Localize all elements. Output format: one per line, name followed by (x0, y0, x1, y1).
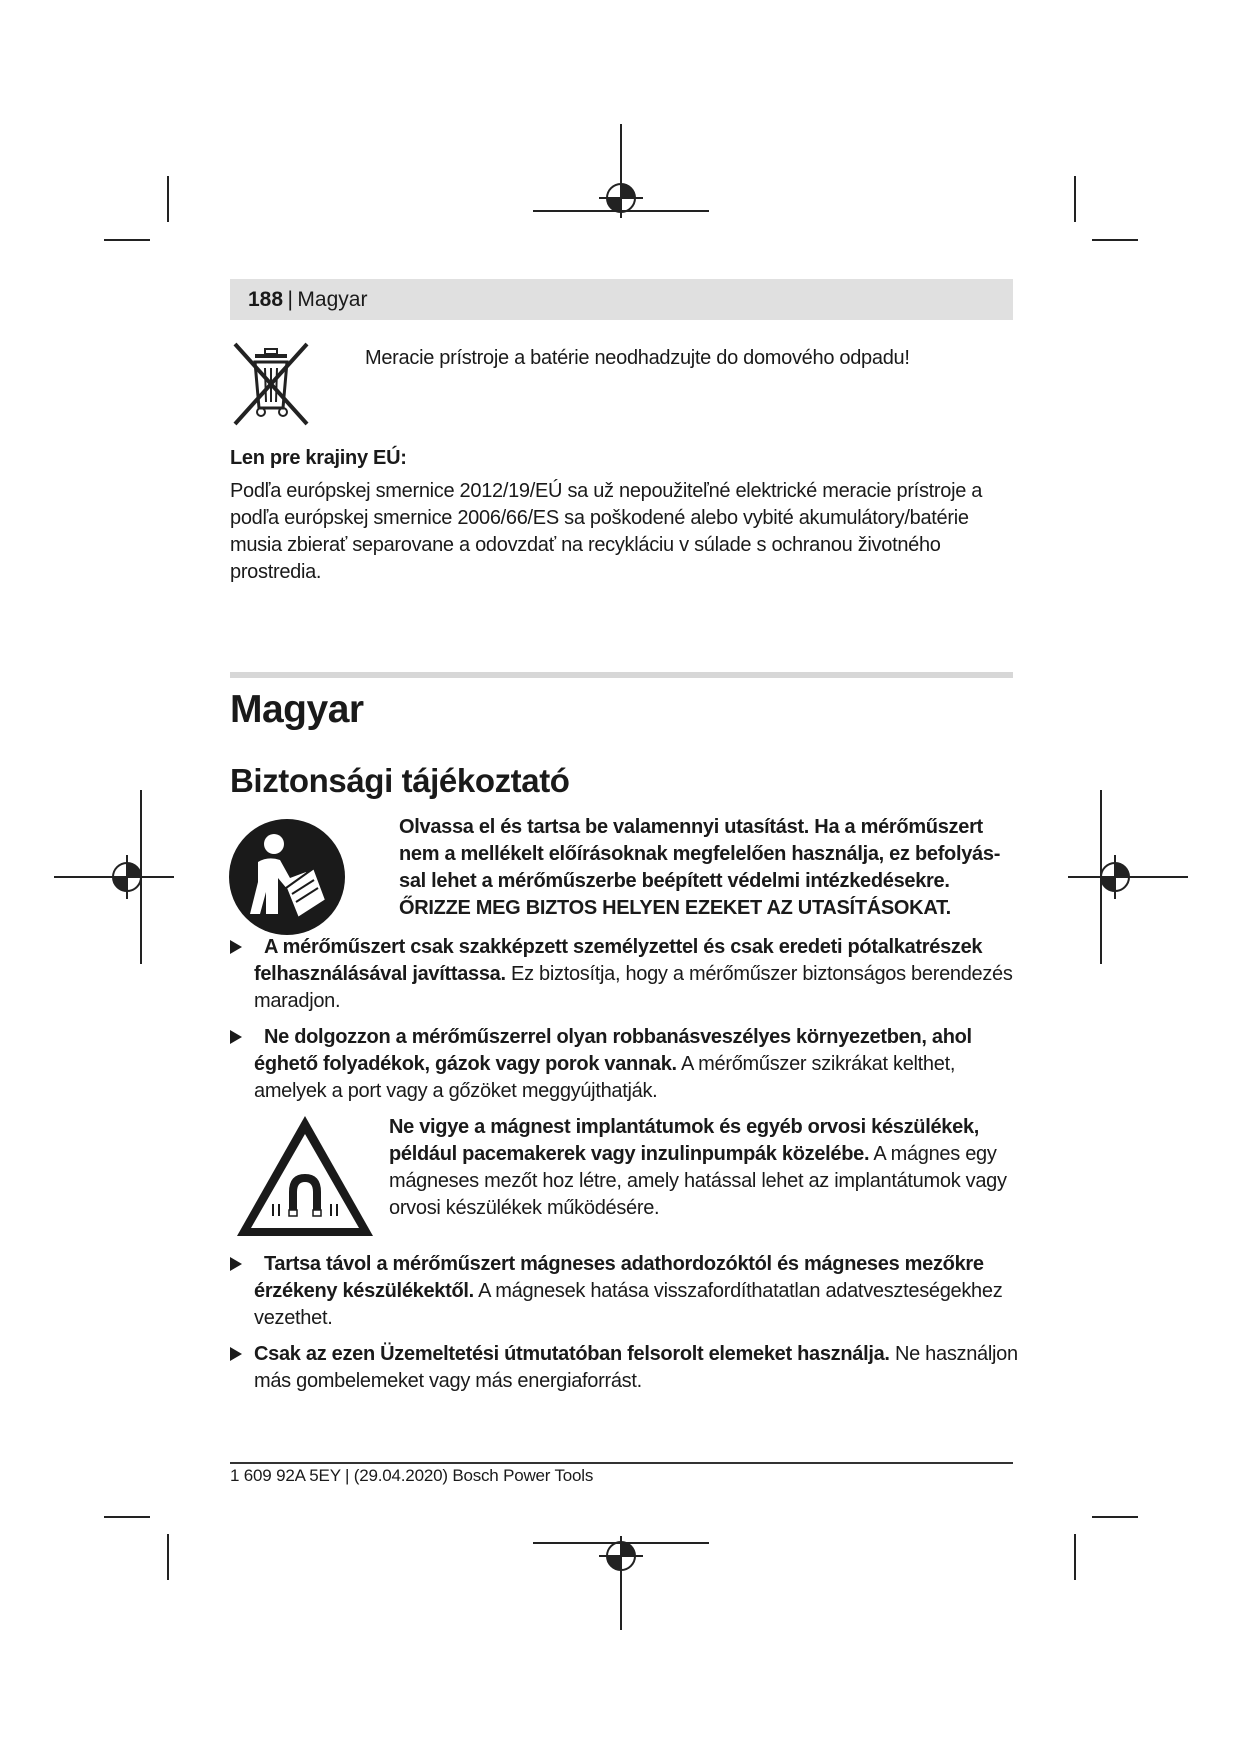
magnet-warning-bold: Ne vigye a mágnest implantátumok és egyéb orvosi készülékek, például pacemakerek vagy inzulinpumpák közelébe. (389, 1116, 980, 1165)
section-title: Magyar (230, 688, 364, 731)
page-footer: 1 609 92A 5EY | (29.04.2020) Bosch Power Tools (230, 1466, 594, 1485)
crop-mark (1092, 1516, 1138, 1518)
read-manual-line: sal lehet a mérőműszerbe beépített védelmi intézkedésekre. (399, 870, 950, 892)
bullet-text: Ne használjon más gombelemeket vagy más energiaforrást. (254, 1343, 1018, 1392)
page-number: 188 (248, 288, 284, 311)
magnet-warning-icon (233, 1112, 377, 1240)
footer-rule (230, 1462, 1013, 1464)
bullet-bold-text: Tartsa távol a mérőműszert mágneses adathordozóktól és mágneses mezőkre érzékeny készülékektől. (254, 1253, 984, 1302)
bullet-arrow-icon (230, 1030, 242, 1044)
safety-bullet (230, 1024, 1020, 1105)
bullet-arrow-icon (230, 940, 242, 954)
bullet-text: A mérőműszer szikrákat kelthet, amelyek a port vagy a gőzöket meggyújthatják. (254, 1053, 956, 1102)
read-manual-icon (228, 818, 346, 936)
disposal-text: Meracie prístroje a batérie neodhadzujte do domového odpadu! (365, 347, 910, 369)
magnet-warning-normal: A mágnes egy mágneses mezőt hoz létre, amely hatással lehet az implantátumok vagy orvosi készülékek működésére. (389, 1143, 1007, 1219)
crop-mark (167, 176, 169, 222)
bullet-bold-text: A mérőműszert csak szakképzett személyzettel és csak eredeti pótalkatrészek felhasználásával javíttassa. (254, 936, 983, 985)
section-divider (230, 672, 1013, 678)
registration-mark-icon (54, 790, 174, 964)
safety-bullet (230, 934, 1020, 1015)
registration-mark-icon (533, 1520, 709, 1630)
eu-paragraph: Podľa európskej smernice 2012/19/EÚ sa už nepoužiteľné elektrické meracie prístroje a podľa európskej smernice 2006/66/ES sa poškodené alebo vybité akumulátory/batérie musia zbierať separovane a odovzdať na recykláciu v súlade s ochranou životného prostredia. (230, 480, 983, 583)
bullet-arrow-icon (230, 1257, 242, 1271)
registration-mark-icon (533, 124, 709, 242)
bullet-text: A mágnesek hatása visszafordíthatatlan adatveszteségekhez vezethet. (254, 1280, 1003, 1329)
bullet-text: Ez biztosítja, hogy a mérőműszer biztonságos berendezés maradjon. (254, 963, 1013, 1012)
crossed-out-wheelie-bin-icon (231, 342, 311, 426)
header-section: Magyar (297, 288, 368, 311)
bullet-arrow-icon (230, 1347, 242, 1361)
safety-bullet (230, 1341, 1020, 1395)
eu-heading: Len pre krajiny EÚ: (230, 447, 407, 469)
registration-mark-icon (1068, 790, 1188, 964)
subsection-title: Biztonsági tájékoztató (230, 762, 570, 799)
crop-mark (1092, 239, 1138, 241)
crop-mark (1074, 1534, 1076, 1580)
crop-mark (104, 1516, 150, 1518)
page-header (230, 279, 1013, 320)
read-manual-line: Olvassa el és tartsa be valamennyi utasítást. Ha a mérőműszert (399, 816, 983, 838)
read-manual-line: ŐRIZZE MEG BIZTOS HELYEN EZEKET AZ UTASÍTÁSOKAT. (399, 897, 951, 919)
bullet-bold-text: Ne dolgozzon a mérőműszerrel olyan robbanásveszélyes környezetben, ahol éghető folyadékok, gázok vagy porok vannak. (254, 1026, 972, 1075)
bullet-bold-text: Csak az ezen Üzemeltetési útmutatóban felsorolt elemeket használja. (254, 1343, 890, 1365)
crop-mark (1074, 176, 1076, 222)
magnet-warning-text (389, 1114, 1014, 1222)
crop-mark (104, 239, 150, 241)
crop-mark (167, 1534, 169, 1580)
read-manual-line: nem a mellékelt előírásoknak megfelelően használja, ez befolyás- (399, 843, 1001, 865)
safety-bullet (230, 1251, 1020, 1332)
header-separator: | (287, 288, 293, 311)
